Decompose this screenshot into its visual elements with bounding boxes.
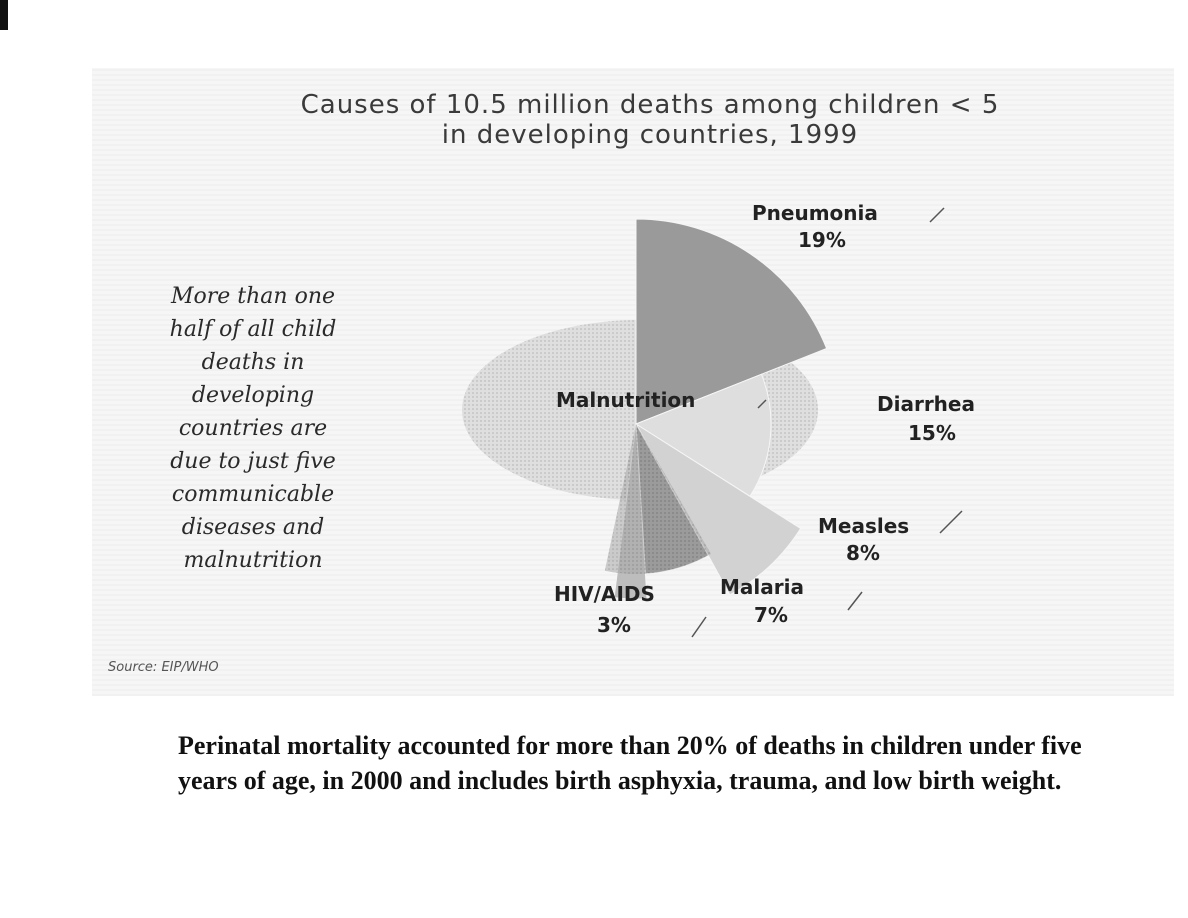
leader-tick [848, 592, 862, 610]
leader-tick [692, 617, 706, 637]
label-pneumonia: Pneumonia [752, 201, 878, 225]
side-note-line: diseases and [181, 515, 325, 540]
side-note-line: communicable [171, 482, 335, 507]
chart-title-line-2: in developing countries, 1999 [441, 120, 859, 150]
value-diarrhea: 15% [908, 421, 956, 445]
label-measles: Measles [818, 514, 910, 538]
side-note-line: deaths in [201, 350, 305, 375]
side-note-line: half of all child [169, 317, 337, 342]
label-hiv-aids: HIV/AIDS [554, 582, 655, 606]
side-note-line: due to just five [170, 449, 336, 474]
side-note-line: More than one [170, 284, 336, 309]
value-malaria: 7% [754, 603, 788, 627]
chart-title-line-1: Causes of 10.5 million deaths among children < 5 [300, 90, 1000, 120]
side-note-line: countries are [178, 416, 328, 441]
source-note: Source: EIP/WHO [108, 660, 219, 675]
label-malnutrition: Malnutrition [556, 388, 696, 412]
value-pneumonia: 19% [798, 228, 846, 252]
label-diarrhea: Diarrhea [877, 392, 975, 416]
value-measles: 8% [846, 541, 880, 565]
label-malaria: Malaria [720, 575, 804, 599]
value-hiv-aids: 3% [597, 613, 631, 637]
side-note-line: developing [191, 383, 315, 408]
leader-tick [940, 511, 962, 533]
leader-tick [930, 208, 944, 222]
caption: Perinatal mortality accounted for more than 20% of deaths in children under five years of age, in 2000 and includes birth asphyxia, trauma, and low birth weight. [178, 731, 1082, 795]
side-note-line: malnutrition [183, 548, 323, 573]
